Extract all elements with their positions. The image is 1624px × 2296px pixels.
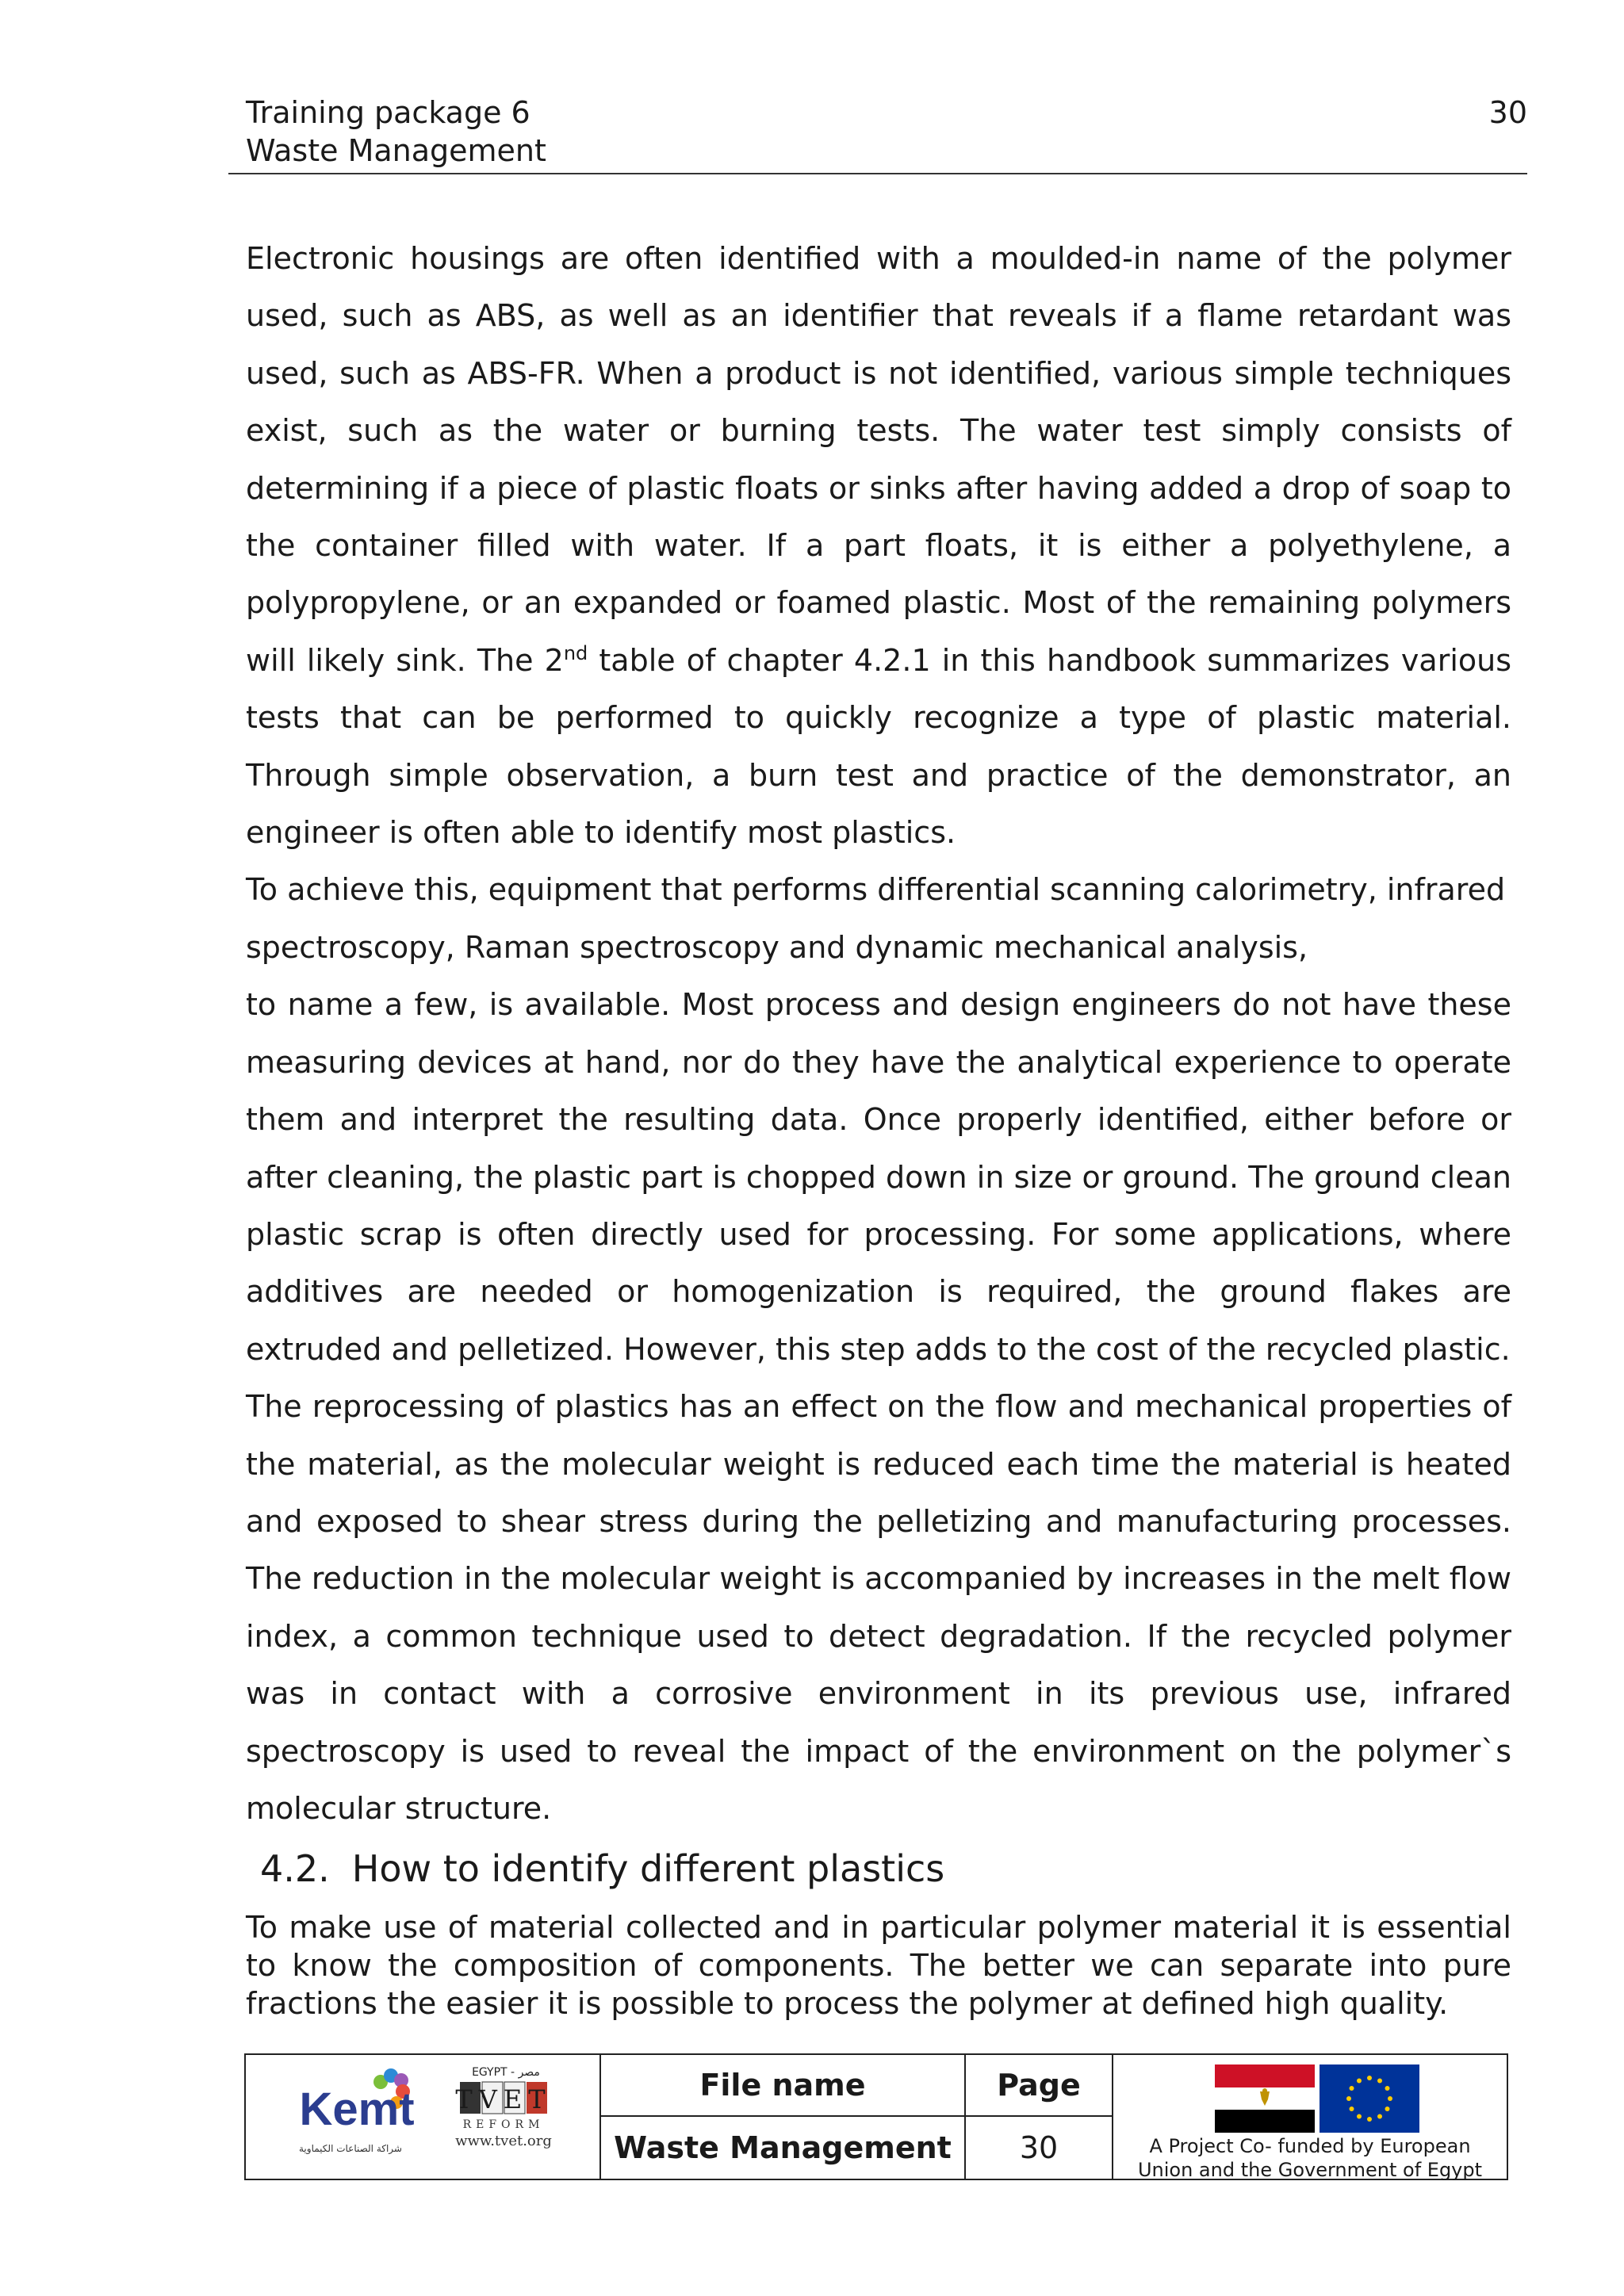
paragraph-1-text-b: table of chapter 4.2.1 in this handbook summarizes various tests that can be performed to quickly recognize a type of plastic material. Through simple observation, a burn test and practice of the demonstrator, an engineer is often able to identify most plastics. [246,642,1512,851]
section-text: To make use of material collected and in particular polymer material it is essential to know the composition of components. The better we can separate into pure fractions the easier it is possible to process the polymer at defined high quality. [246,1910,1511,2021]
footer-logos-cell [246,2055,601,2179]
kemt-logo [299,2068,415,2155]
kemt-arabic-caption: شراكة الصناعات الكيماوية [299,2143,402,2154]
paragraph-1-text-a: Electronic housings are often identified with a moulded-in name of the polymer used, such as ABS, as well as an identifier that reveals if a flame retardant was used, such as ABS-FR. When a product is not identified, various simple techniques exist, such as the water or burning tests. The water test simply consists of determining if a piece of plastic floats or sinks after having added a drop of soap to the container filled with water. If a part floats, it is either a polyethylene, a polypropylene, or an expanded or foamed plastic. Most of the remaining polymers will likely sink. The 2 [246,241,1511,678]
body-text [246,230,1511,1837]
file-name-label: File name [699,2068,866,2103]
ordinal-superscript: nd [563,641,588,664]
header-package-title: Training package 6 [246,95,530,130]
header-page-number: 30 [1488,95,1527,130]
file-name-value-cell [601,2117,966,2179]
page-header [228,94,1527,174]
file-name-value: Waste Management [614,2130,952,2165]
header-subject: Waste Management [246,133,546,168]
tvet-egypt-label: EGYPT - مصر [472,2066,540,2079]
page-label: Page [997,2068,1081,2103]
kemt-tvet-logos [246,2055,601,2179]
section-number: 4.2. [260,1847,330,1890]
footer-table [244,2053,1508,2180]
file-name-header-cell [601,2055,966,2117]
section-paragraph [246,1908,1511,2022]
funding-statement [1113,2134,1507,2182]
section-title: How to identify different plastics [351,1847,945,1890]
egypt-flag-icon [1215,2064,1315,2133]
section-heading [260,1846,944,1892]
funding-cell [1113,2055,1507,2179]
paragraph-2-rest: to name a few, is available. Most process and design engineers do not have these measuring devices at hand, nor do they have the analytical experience to operate them and interpret the resulting data. Once properly identified, either before or after cleaning, the plastic part is chopped down in size or ground. The ground clean plastic scrap is often directly used for processing. For some applications, where additives are needed or homogenization is required, the ground flakes are extruded and pelletized. However, this step adds to the cost of the recycled plastic. [246,987,1511,1367]
page-header-cell [966,2055,1113,2117]
eu-flag-icon [1320,2064,1419,2133]
page-value-cell [966,2117,1113,2179]
funding-line-1: A Project Co- funded by European [1149,2135,1471,2157]
tvet-letters: TVET [455,2084,552,2114]
paragraph-3: The reprocessing of plastics has an effect on the flow and mechanical properties of the material, as the molecular weight is reduced each time the material is heated and exposed to shear stress during the pelletizing and manufacturing processes. The reduction in the molecular weight is accompanied by increases in the melt flow index, a common technique used to detect degradation. If the recycled polymer was in contact with a corrosive environment in its previous use, infrared spectroscopy is used to reveal the impact of the environment on the polymer`s molecular structure. [246,1389,1511,1826]
funding-line-2: Union and the Government of Egypt [1137,2159,1483,2181]
paragraph-1 [246,230,1511,861]
tvet-url: www.tvet.org [455,2133,552,2149]
paragraph-2-line-1: To achieve this, equipment that performs differential scanning calorimetry, infrared spectroscopy, Raman spectroscopy and dynamic mechanical analysis, [246,872,1506,965]
tvet-reform-label: REFORM [462,2118,545,2131]
page-value: 30 [1019,2130,1059,2165]
tvet-logo [455,2066,552,2149]
kemt-wordmark: Kemt [299,2084,415,2135]
